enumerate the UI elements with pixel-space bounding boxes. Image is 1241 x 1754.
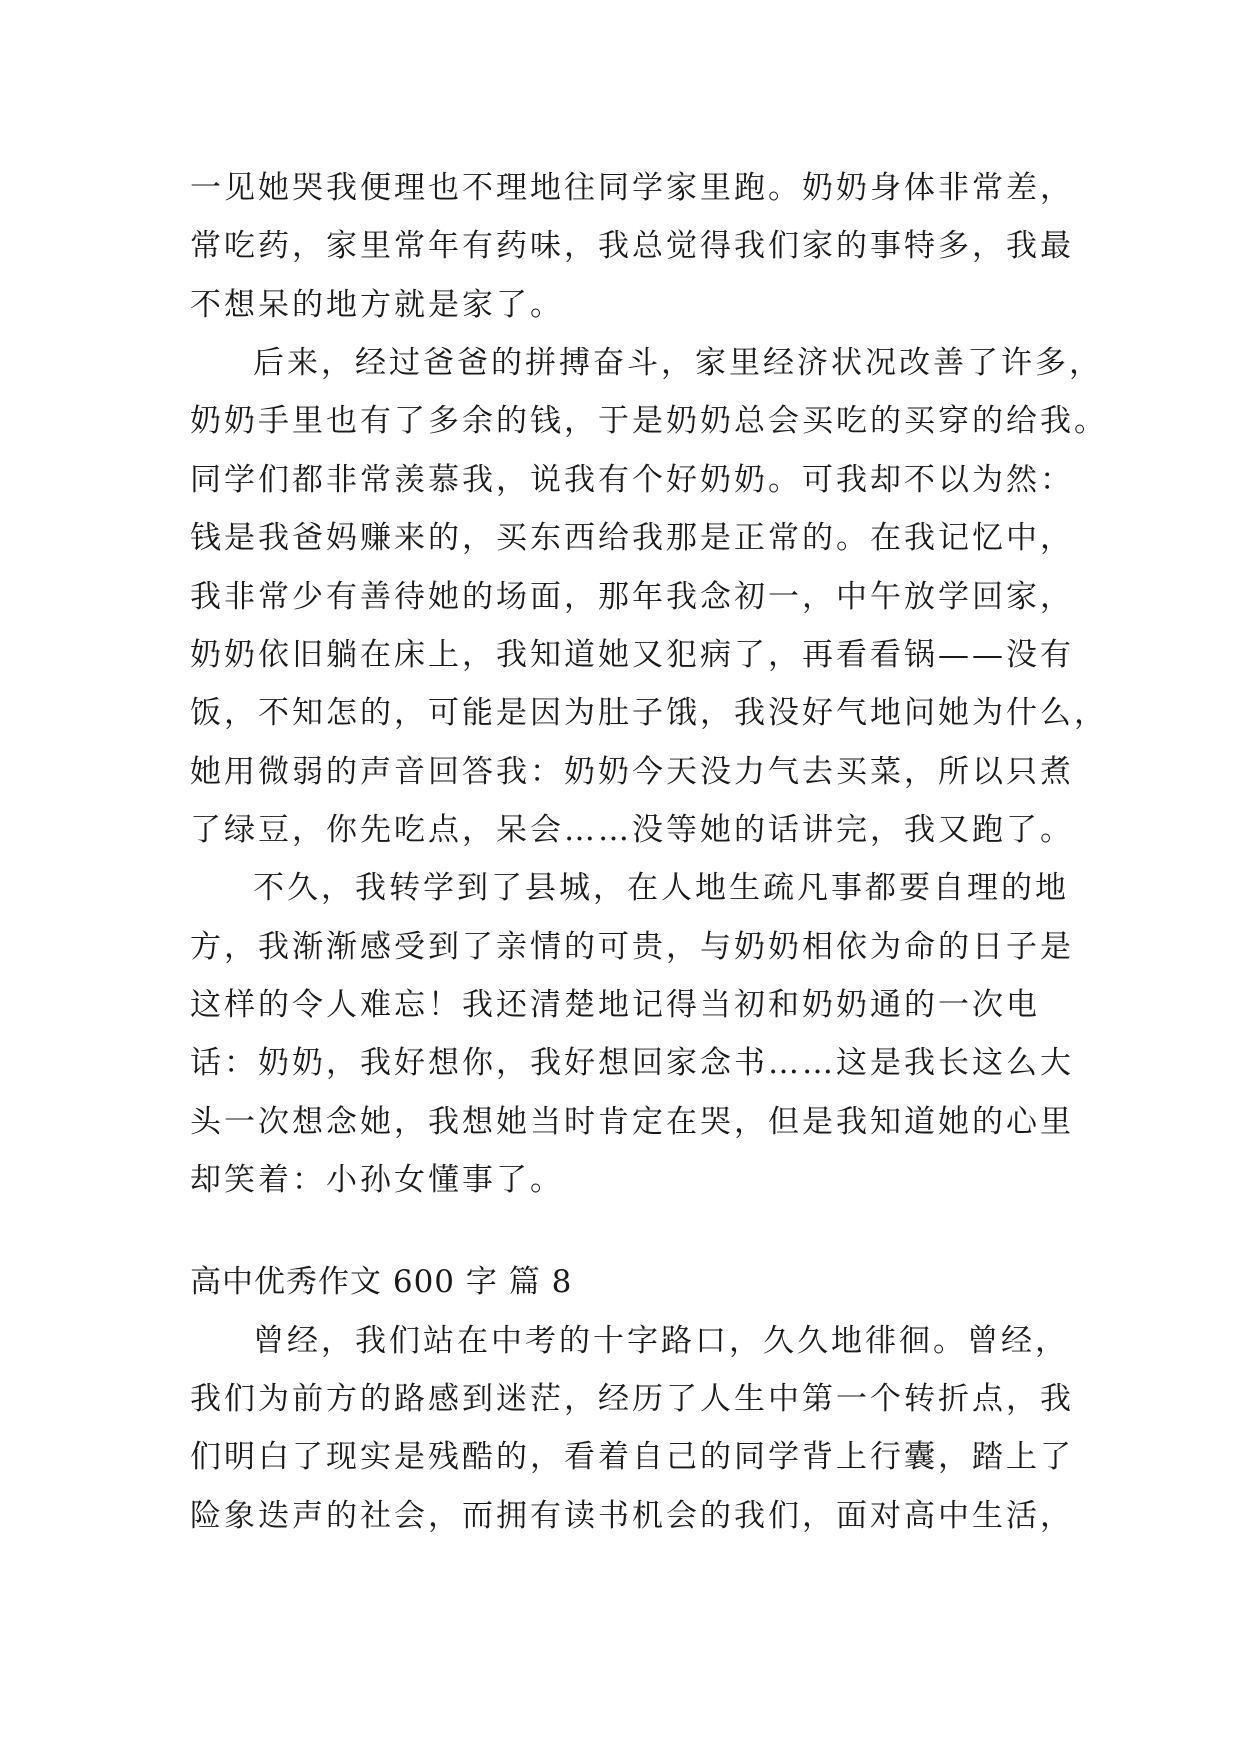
paragraph-2-line-7: 饭，不知怎的，可能是因为肚子饿，我没好气地问她为什么， bbox=[190, 695, 1108, 731]
paragraph-2-line-5: 我非常少有善待她的场面，那年我念初一，中午放学回家， bbox=[190, 579, 1074, 615]
section-paragraph-line-3: 们明白了现实是残酷的，看着自己的同学背上行囊，踏上了 bbox=[190, 1439, 1074, 1475]
paragraph-1-line-2: 常吃药，家里常年有药味，我总觉得我们家的事特多，我最 bbox=[190, 228, 1074, 264]
paragraph-3-line-3: 这样的令人难忘！我还清楚地记得当初和奶奶通的一次电 bbox=[190, 987, 1040, 1023]
paragraph-1-line-1: 一见她哭我便理也不理地往同学家里跑。奶奶身体非常差， bbox=[190, 170, 1074, 206]
paragraph-3-line-1: 不久，我转学到了县城，在人地生疏凡事都要自理的地 bbox=[253, 870, 1069, 906]
paragraph-3-line-5: 头一次想念她，我想她当时肯定在哭，但是我知道她的心里 bbox=[190, 1104, 1074, 1140]
section-paragraph-line-2: 我们为前方的路感到迷茫，经历了人生中第一个转折点，我 bbox=[190, 1381, 1074, 1417]
paragraph-2-line-9: 了绿豆，你先吃点，呆会……没等她的话讲完，我又跑了。 bbox=[190, 812, 1074, 848]
paragraph-2-line-4: 钱是我爸妈赚来的，买东西给我那是正常的。在我记忆中， bbox=[190, 520, 1074, 556]
paragraph-3-line-4: 话：奶奶，我好想你，我好想回家念书……这是我长这么大 bbox=[190, 1045, 1074, 1081]
paragraph-2-line-8: 她用微弱的声音回答我：奶奶今天没力气去买菜，所以只煮 bbox=[190, 754, 1074, 790]
section-heading: 高中优秀作文 600 字 篇 8 bbox=[190, 1264, 573, 1300]
section-paragraph-line-1: 曾经，我们站在中考的十字路口，久久地徘徊。曾经， bbox=[253, 1323, 1069, 1359]
paragraph-1-line-3: 不想呆的地方就是家了。 bbox=[190, 287, 564, 323]
paragraph-2-line-6: 奶奶依旧躺在床上，我知道她又犯病了，再看看锅——没有 bbox=[190, 637, 1074, 673]
paragraph-2-line-1: 后来，经过爸爸的拼搏奋斗，家里经济状况改善了许多， bbox=[253, 345, 1103, 381]
paragraph-3-line-6: 却笑着：小孙女懂事了。 bbox=[190, 1162, 564, 1198]
paragraph-3-line-2: 方，我渐渐感受到了亲情的可贵，与奶奶相依为命的日子是 bbox=[190, 929, 1074, 965]
paragraph-2-line-2: 奶奶手里也有了多余的钱，于是奶奶总会买吃的买穿的给我。 bbox=[190, 403, 1108, 439]
paragraph-2-line-3: 同学们都非常羡慕我，说我有个好奶奶。可我却不以为然： bbox=[190, 462, 1074, 498]
section-paragraph-line-4: 险象迭声的社会，而拥有读书机会的我们，面对高中生活， bbox=[190, 1498, 1074, 1534]
